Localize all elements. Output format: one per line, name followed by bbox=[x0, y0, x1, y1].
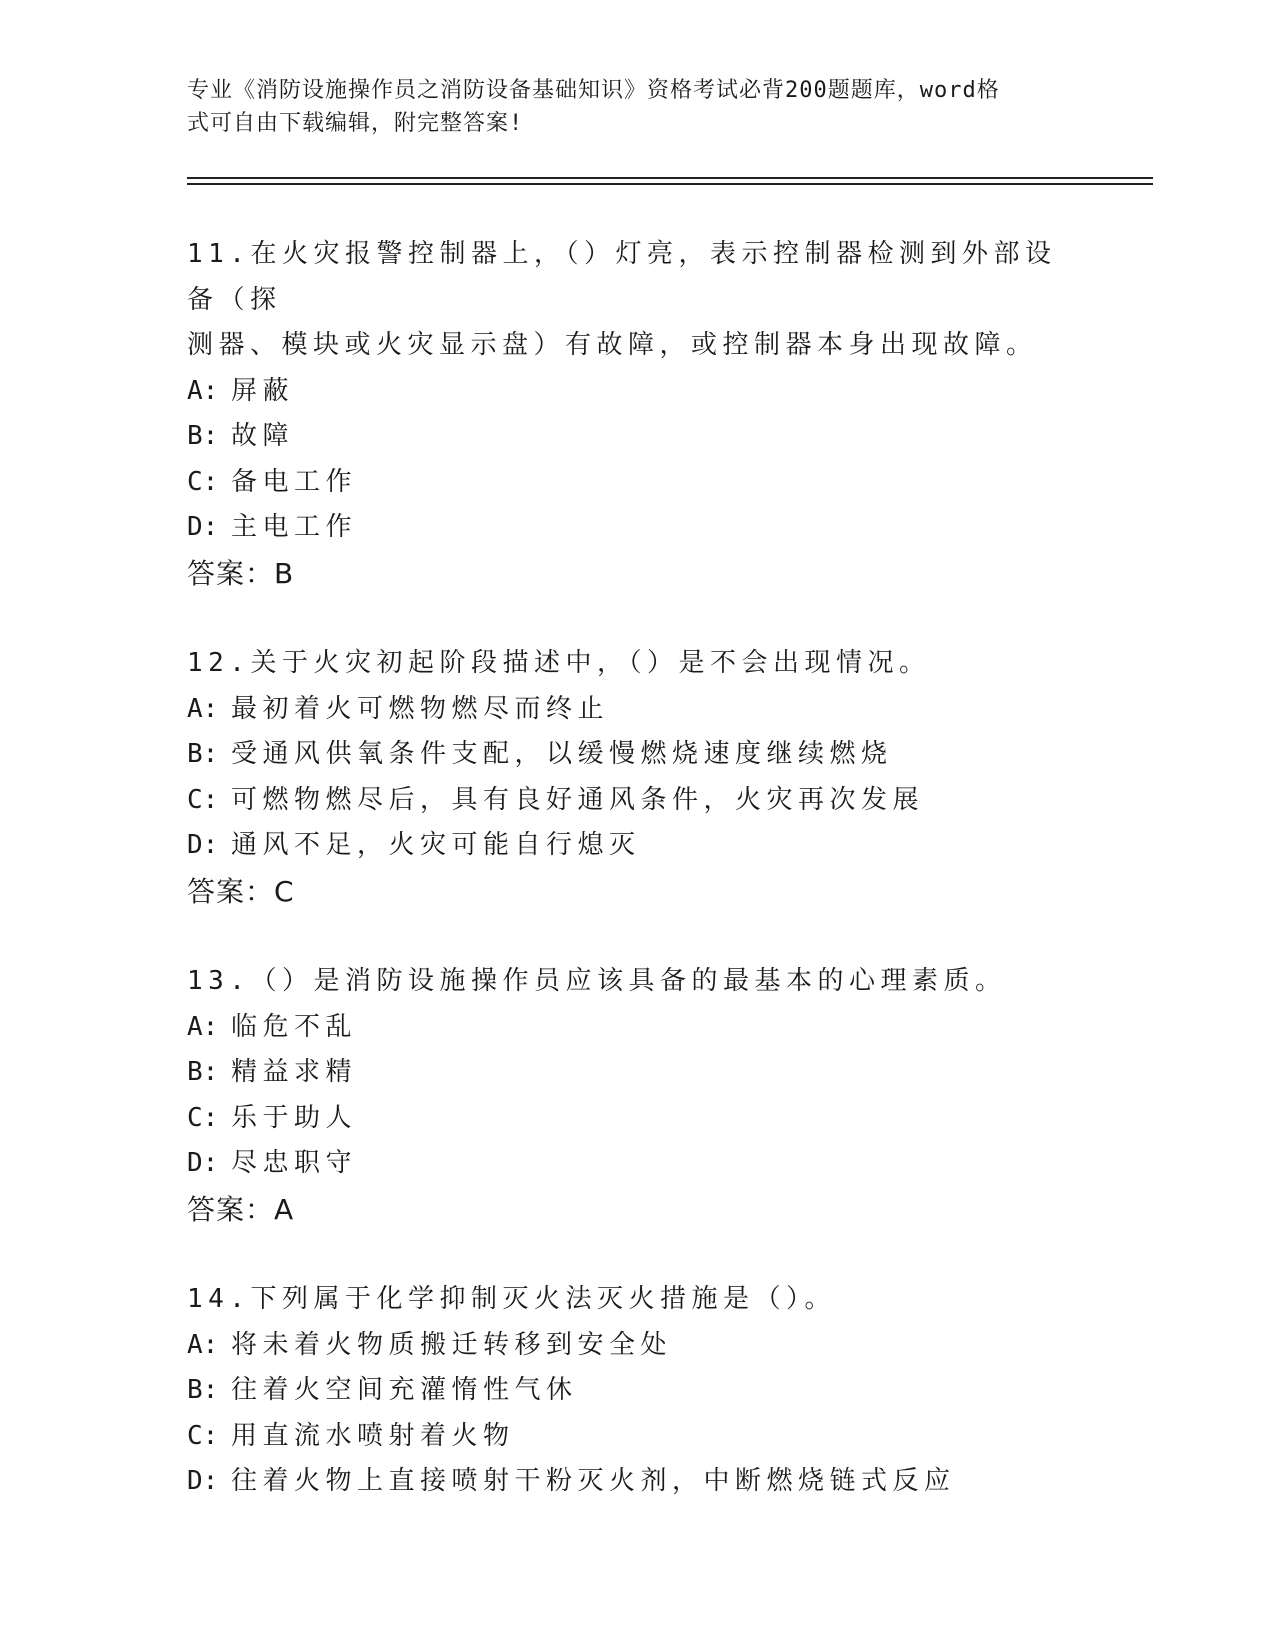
option-d bbox=[187, 1459, 1087, 1505]
option-a bbox=[187, 1323, 1087, 1369]
option-text: 用直流水喷射着火物 bbox=[231, 1420, 515, 1451]
option-text: 受通风供氧条件支配，以缓慢燃烧速度继续燃烧 bbox=[231, 739, 893, 769]
stem-line: 11.在火灾报警控制器上，（）灯亮，表示控制器检测到外部设备（探 bbox=[187, 239, 1057, 315]
option-d bbox=[187, 1141, 1087, 1187]
option-key: A: bbox=[187, 1011, 219, 1042]
option-c bbox=[187, 1414, 1087, 1460]
question-stem bbox=[187, 232, 1087, 369]
option-text: 最初着火可燃物燃尽而终止 bbox=[231, 693, 610, 724]
option-text: 尽忠职守 bbox=[231, 1148, 358, 1178]
question-stem bbox=[187, 641, 1087, 687]
option-text: 故障 bbox=[231, 421, 295, 451]
option-key: D: bbox=[187, 1148, 219, 1178]
question-11 bbox=[187, 232, 1087, 596]
stem-line: 14.下列属于化学抑制灭火法灭火措施是（）。 bbox=[187, 1284, 836, 1314]
option-b bbox=[187, 732, 1087, 778]
option-key: C: bbox=[187, 1420, 219, 1451]
option-text: 可燃物燃尽后，具有良好通风条件，火灾再次发展 bbox=[231, 784, 925, 815]
question-stem bbox=[187, 959, 1087, 1005]
option-key: A: bbox=[187, 693, 219, 724]
option-a bbox=[187, 687, 1087, 733]
option-text: 屏蔽 bbox=[231, 375, 295, 406]
option-text: 备电工作 bbox=[231, 466, 358, 497]
option-a bbox=[187, 1005, 1087, 1051]
option-key: B: bbox=[187, 421, 219, 451]
option-text: 临危不乱 bbox=[231, 1011, 358, 1042]
option-key: C: bbox=[187, 784, 219, 815]
document-header bbox=[187, 74, 1087, 140]
option-b bbox=[187, 1050, 1087, 1096]
answer-label: 答案：B bbox=[187, 556, 295, 590]
option-text: 通风不足，火灾可能自行熄灭 bbox=[231, 830, 641, 860]
option-text: 主电工作 bbox=[231, 512, 358, 542]
option-b bbox=[187, 414, 1087, 460]
option-key: B: bbox=[187, 1057, 219, 1087]
stem-line: 测器、模块或火灾显示盘）有故障，或控制器本身出现故障。 bbox=[187, 330, 1038, 360]
header-line-2: 式可自由下载编辑，附完整答案! bbox=[187, 111, 524, 136]
option-c bbox=[187, 778, 1087, 824]
option-key: D: bbox=[187, 1466, 219, 1496]
option-key: B: bbox=[187, 1375, 219, 1405]
header-divider-bottom bbox=[187, 183, 1153, 185]
option-key: C: bbox=[187, 1102, 219, 1133]
header-divider-top bbox=[187, 177, 1153, 179]
option-text: 往着火空间充灌惰性气休 bbox=[231, 1375, 578, 1405]
question-list bbox=[187, 232, 1087, 1550]
option-d bbox=[187, 505, 1087, 551]
option-a bbox=[187, 369, 1087, 415]
option-text: 精益求精 bbox=[231, 1057, 358, 1087]
option-text: 将未着火物质搬迁转移到安全处 bbox=[231, 1329, 673, 1360]
question-13 bbox=[187, 959, 1087, 1232]
option-c bbox=[187, 1096, 1087, 1142]
option-d bbox=[187, 823, 1087, 869]
question-14 bbox=[187, 1277, 1087, 1505]
option-key: D: bbox=[187, 512, 219, 542]
stem-line: 12.关于火灾初起阶段描述中，（）是不会出现情况。 bbox=[187, 648, 931, 678]
option-key: A: bbox=[187, 1329, 219, 1360]
question-stem bbox=[187, 1277, 1087, 1323]
option-key: B: bbox=[187, 739, 219, 769]
option-key: C: bbox=[187, 466, 219, 497]
question-12 bbox=[187, 641, 1087, 914]
option-text: 乐于助人 bbox=[231, 1102, 358, 1133]
option-key: A: bbox=[187, 375, 219, 406]
header-line-1: 专业《消防设施操作员之消防设备基础知识》资格考试必背200题题库，word格 bbox=[187, 78, 1000, 103]
option-text: 往着火物上直接喷射干粉灭火剂，中断燃烧链式反应 bbox=[231, 1466, 956, 1496]
option-c bbox=[187, 460, 1087, 506]
answer-label: 答案：C bbox=[187, 874, 295, 908]
stem-line: 13.（）是消防设施操作员应该具备的最基本的心理素质。 bbox=[187, 966, 1007, 996]
answer-label: 答案：A bbox=[187, 1192, 295, 1226]
option-key: D: bbox=[187, 830, 219, 860]
option-b bbox=[187, 1368, 1087, 1414]
